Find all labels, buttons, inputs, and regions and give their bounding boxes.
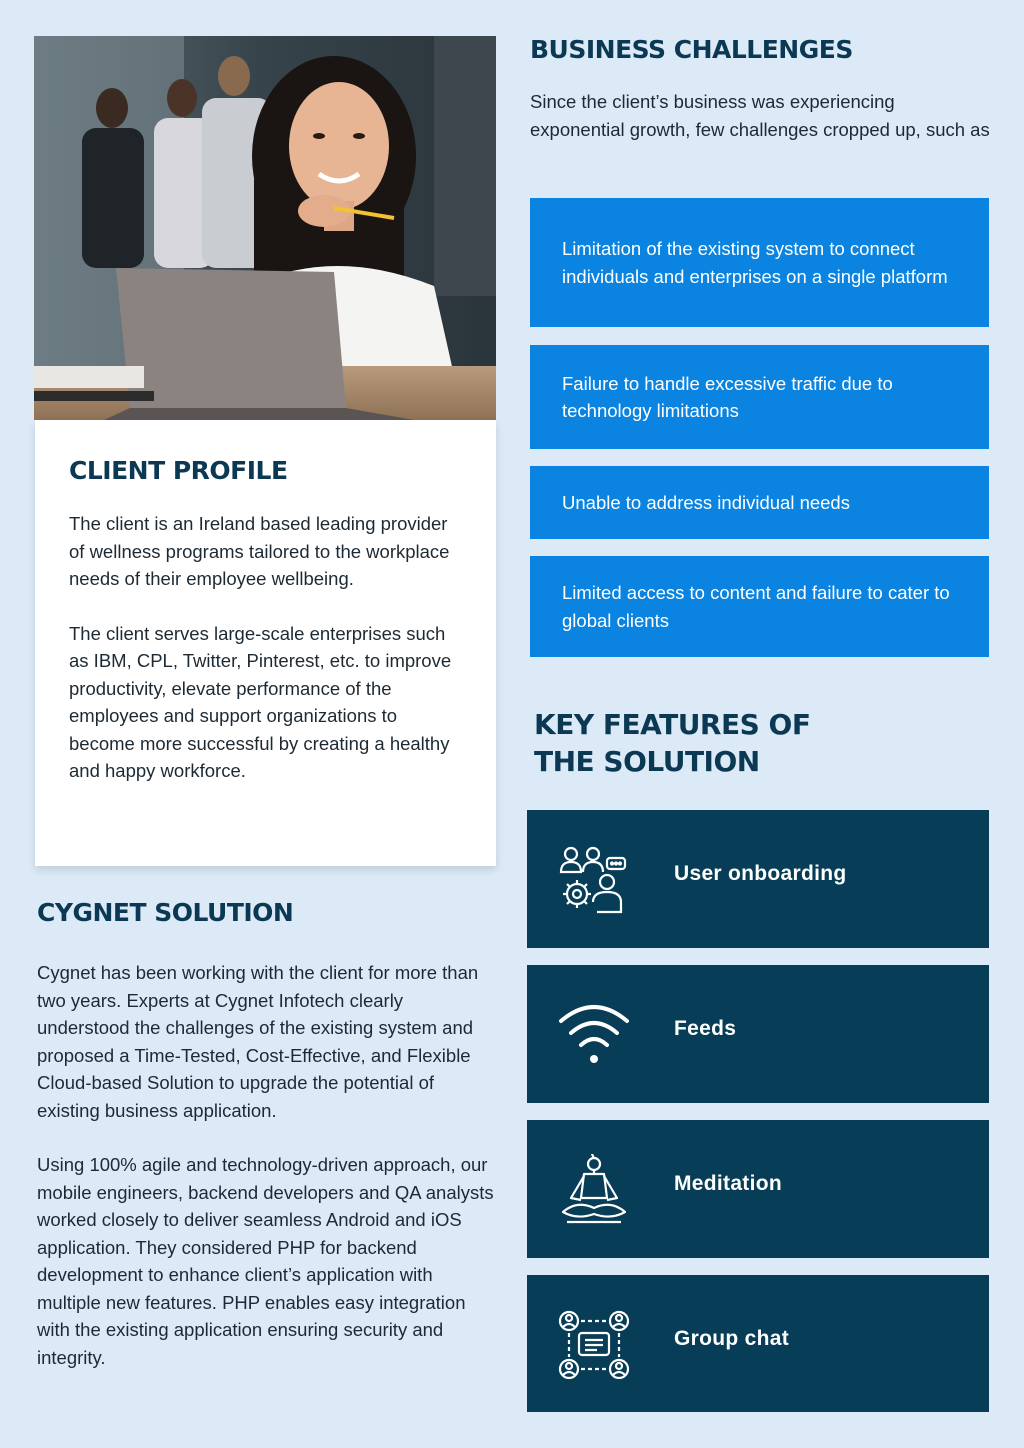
group-chat-icon (557, 1309, 631, 1381)
challenge-item (530, 198, 989, 327)
meditation-icon (557, 1154, 631, 1226)
client-profile-card (35, 420, 496, 866)
business-challenges-section (530, 34, 992, 143)
key-features-title (534, 706, 934, 780)
feature-card-group-chat (527, 1275, 989, 1412)
feature-label: Group chat (674, 1327, 790, 1350)
key-features-title-line2: THE SOLUTION (534, 745, 760, 778)
challenge-item (530, 556, 989, 657)
cygnet-solution-paragraph-2: Using 100% agile and technology-driven approach, our mobile engineers, backend developers and QA analysts worked closely to deliver seamless Android and iOS application. They considered PHP for backend development to enhance client’s application with multiple new features. PHP enables easy integration with the existing application ensuring security and integrity. (37, 1154, 494, 1368)
cygnet-solution-section (37, 898, 499, 1371)
feature-label: Meditation (674, 1172, 782, 1195)
challenge-item-text: Unable to address individual needs (562, 491, 850, 513)
cygnet-solution-paragraph-1: Cygnet has been working with the client for more than two years. Experts at Cygnet Infotech clearly understood the challenges of the existing system and proposed a Time-Tested, Cost-Effective, and Flexible Cloud-based Solution to upgrade the potential of existing business application. (37, 962, 479, 1121)
feature-label: User onboarding (674, 862, 847, 885)
client-profile-paragraph-2: The client serves large-scale enterprises such as IBM, CPL, Twitter, Pinterest, etc. to improve productivity, elevate performance of the employees and support organizations to become more successful by creating a healthy and happy workforce. (69, 622, 452, 781)
challenge-item-text: Failure to handle excessive traffic due to technology limitations (562, 372, 893, 421)
business-challenges-intro: Since the client’s business was experiencing exponential growth, few challenges cropped up, such as (530, 91, 990, 140)
feature-label: Feeds (674, 1017, 737, 1040)
key-features-title-line1: KEY FEATURES OF (534, 708, 811, 741)
feature-card-user-onboarding (527, 810, 989, 948)
wifi-feeds-icon (557, 999, 631, 1071)
client-profile-title: CLIENT PROFILE (69, 456, 288, 485)
cygnet-solution-title: CYGNET SOLUTION (37, 898, 294, 927)
challenge-item-text: Limited access to content and failure to cater to global clients (562, 582, 950, 631)
business-challenges-title: BUSINESS CHALLENGES (530, 35, 853, 64)
feature-card-meditation (527, 1120, 989, 1258)
challenge-item-text: Limitation of the existing system to connect individuals and enterprises on a single platform (562, 238, 948, 287)
client-photo (34, 36, 496, 420)
client-profile-paragraph-1: The client is an Ireland based leading provider of wellness programs tailored to the workplace needs of their employee wellbeing. (69, 513, 450, 589)
feature-card-feeds (527, 965, 989, 1103)
challenge-item (530, 345, 989, 449)
challenge-item (530, 466, 989, 539)
user-onboarding-icon (557, 844, 631, 916)
